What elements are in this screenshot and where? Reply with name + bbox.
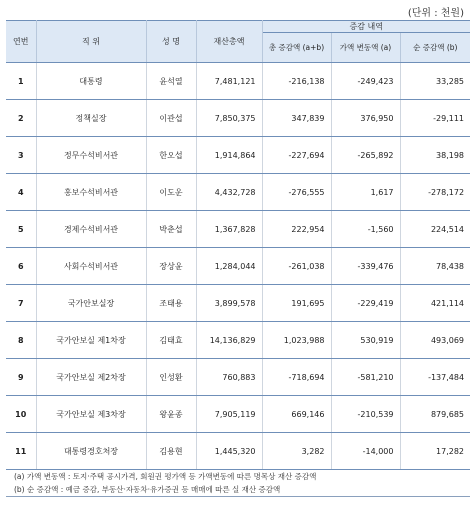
cell-net-change: 879,685 bbox=[400, 396, 470, 433]
cell-name: 윤석열 bbox=[146, 63, 196, 100]
cell-price-change: -265,892 bbox=[331, 137, 400, 174]
cell-total: 760,883 bbox=[196, 359, 262, 396]
cell-total-change: 1,023,988 bbox=[262, 322, 331, 359]
header-total-change: 총 증감액 (a+b) bbox=[262, 33, 331, 63]
footnote-bottom-rule bbox=[6, 496, 470, 497]
asset-table bbox=[6, 20, 470, 470]
table-row bbox=[6, 137, 470, 174]
cell-position: 정무수석비서관 bbox=[36, 137, 146, 174]
cell-net-change: 493,069 bbox=[400, 322, 470, 359]
table-row bbox=[6, 248, 470, 285]
cell-total: 1,445,320 bbox=[196, 433, 262, 470]
table-row bbox=[6, 322, 470, 359]
table-row bbox=[6, 359, 470, 396]
cell-total-change: -718,694 bbox=[262, 359, 331, 396]
cell-position: 대통령경호처장 bbox=[36, 433, 146, 470]
cell-no: 3 bbox=[6, 137, 36, 174]
cell-position: 경제수석비서관 bbox=[36, 211, 146, 248]
cell-price-change: -1,560 bbox=[331, 211, 400, 248]
cell-no: 4 bbox=[6, 174, 36, 211]
cell-net-change: -137,484 bbox=[400, 359, 470, 396]
cell-total-change: -227,694 bbox=[262, 137, 331, 174]
header-change-group: 증감 내역 bbox=[262, 21, 470, 33]
cell-total-change: 222,954 bbox=[262, 211, 331, 248]
cell-no: 1 bbox=[6, 63, 36, 100]
cell-no: 11 bbox=[6, 433, 36, 470]
cell-no: 10 bbox=[6, 396, 36, 433]
table-row bbox=[6, 285, 470, 322]
cell-name: 이도운 bbox=[146, 174, 196, 211]
cell-name: 조태용 bbox=[146, 285, 196, 322]
table-body bbox=[6, 63, 470, 470]
header-position: 직 위 bbox=[36, 21, 146, 63]
header-name: 성 명 bbox=[146, 21, 196, 63]
cell-total: 3,899,578 bbox=[196, 285, 262, 322]
cell-total-change: 669,146 bbox=[262, 396, 331, 433]
cell-net-change: 224,514 bbox=[400, 211, 470, 248]
cell-total: 7,481,121 bbox=[196, 63, 262, 100]
cell-total-change: -216,138 bbox=[262, 63, 331, 100]
cell-name: 김태효 bbox=[146, 322, 196, 359]
cell-net-change: -278,172 bbox=[400, 174, 470, 211]
cell-position: 홍보수석비서관 bbox=[36, 174, 146, 211]
cell-total-change: 347,839 bbox=[262, 100, 331, 137]
cell-name: 장상윤 bbox=[146, 248, 196, 285]
cell-price-change: -249,423 bbox=[331, 63, 400, 100]
table-row bbox=[6, 433, 470, 470]
cell-no: 6 bbox=[6, 248, 36, 285]
cell-position: 정책실장 bbox=[36, 100, 146, 137]
cell-name: 왕윤종 bbox=[146, 396, 196, 433]
cell-price-change: -581,210 bbox=[331, 359, 400, 396]
cell-no: 2 bbox=[6, 100, 36, 137]
cell-total-change: 3,282 bbox=[262, 433, 331, 470]
cell-price-change: 530,919 bbox=[331, 322, 400, 359]
cell-net-change: 38,198 bbox=[400, 137, 470, 174]
cell-name: 박춘섭 bbox=[146, 211, 196, 248]
table-row bbox=[6, 211, 470, 248]
cell-total-change: 191,695 bbox=[262, 285, 331, 322]
cell-price-change: -210,539 bbox=[331, 396, 400, 433]
header-price-change: 가액 변동액 (a) bbox=[331, 33, 400, 63]
cell-total-change: -276,555 bbox=[262, 174, 331, 211]
footnote-a: (a) 가액 변동액 : 토지·주택 공시가격, 회원권 평가액 등 가액변동에 따른 명목상 재산 증감액 bbox=[14, 472, 317, 481]
footnotes bbox=[6, 470, 470, 497]
cell-price-change: 1,617 bbox=[331, 174, 400, 211]
header-total: 재산총액 bbox=[196, 21, 262, 63]
cell-price-change: -229,419 bbox=[331, 285, 400, 322]
cell-no: 8 bbox=[6, 322, 36, 359]
table-row bbox=[6, 100, 470, 137]
cell-price-change: 376,950 bbox=[331, 100, 400, 137]
cell-net-change: 421,114 bbox=[400, 285, 470, 322]
cell-no: 7 bbox=[6, 285, 36, 322]
cell-price-change: -14,000 bbox=[331, 433, 400, 470]
footnote-b: (b) 순 증감액 : 예금 증감, 부동산·자동차·유가증권 등 매매에 따른 실 재산 증감액 bbox=[14, 485, 281, 494]
cell-position: 국가안보실 제3차장 bbox=[36, 396, 146, 433]
table-row bbox=[6, 396, 470, 433]
cell-position: 국가안보실 제1차장 bbox=[36, 322, 146, 359]
table-row bbox=[6, 174, 470, 211]
cell-total: 14,136,829 bbox=[196, 322, 262, 359]
cell-total: 1,284,044 bbox=[196, 248, 262, 285]
table-row bbox=[6, 63, 470, 100]
cell-position: 사회수석비서관 bbox=[36, 248, 146, 285]
cell-name: 한오섭 bbox=[146, 137, 196, 174]
cell-price-change: -339,476 bbox=[331, 248, 400, 285]
cell-position: 대통령 bbox=[36, 63, 146, 100]
cell-name: 김용현 bbox=[146, 433, 196, 470]
cell-position: 국가안보실 제2차장 bbox=[36, 359, 146, 396]
cell-total: 7,905,119 bbox=[196, 396, 262, 433]
cell-name: 이관섭 bbox=[146, 100, 196, 137]
cell-net-change: 33,285 bbox=[400, 63, 470, 100]
cell-net-change: 17,282 bbox=[400, 433, 470, 470]
cell-total: 1,914,864 bbox=[196, 137, 262, 174]
cell-total-change: -261,038 bbox=[262, 248, 331, 285]
cell-total: 1,367,828 bbox=[196, 211, 262, 248]
cell-total: 7,850,375 bbox=[196, 100, 262, 137]
cell-no: 9 bbox=[6, 359, 36, 396]
unit-note: (단위 : 천원) bbox=[407, 8, 464, 19]
header-no: 연번 bbox=[6, 21, 36, 63]
cell-name: 인성환 bbox=[146, 359, 196, 396]
cell-no: 5 bbox=[6, 211, 36, 248]
cell-net-change: -29,111 bbox=[400, 100, 470, 137]
cell-total: 4,432,728 bbox=[196, 174, 262, 211]
header-net-change: 순 증감액 (b) bbox=[400, 33, 470, 63]
cell-net-change: 78,438 bbox=[400, 248, 470, 285]
cell-position: 국가안보실장 bbox=[36, 285, 146, 322]
